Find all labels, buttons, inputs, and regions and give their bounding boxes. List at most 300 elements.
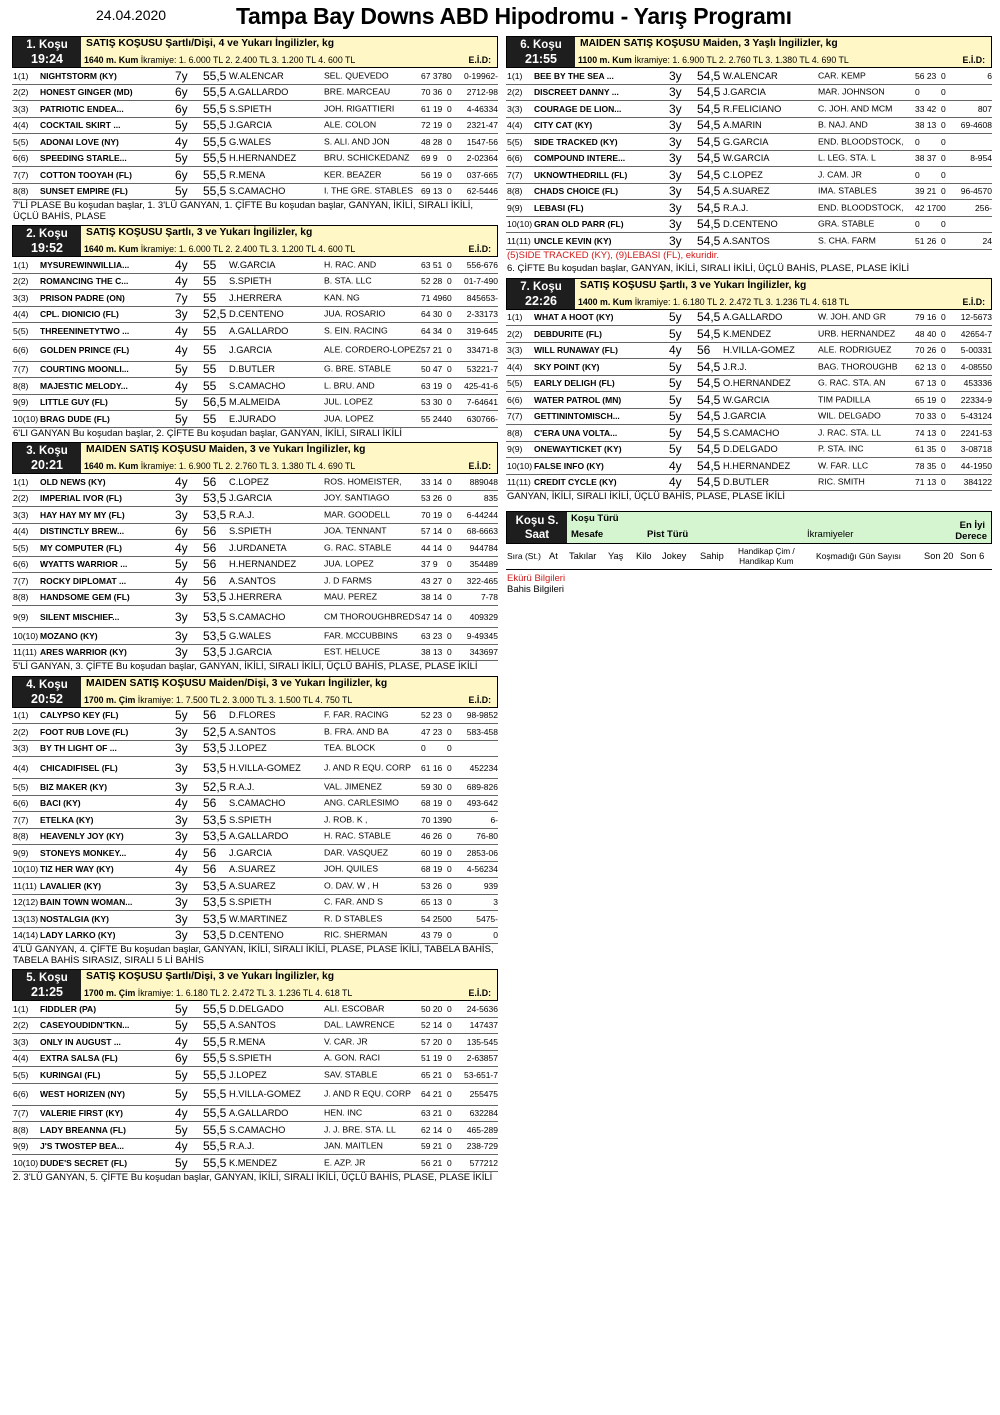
- owner: HEN. INC: [324, 1108, 363, 1118]
- jockey: A.GALLARDO: [229, 87, 289, 98]
- race-conditions: Maiden/Dişi, 3 ve Yukarı İngilizler, kg: [208, 677, 388, 689]
- horse-number: 7(7): [507, 169, 523, 180]
- horse-age: 3y: [669, 68, 682, 83]
- jockey: R.MENA: [229, 169, 266, 180]
- horse-name: LITTLE GUY (FL): [40, 397, 108, 408]
- handicap: 63 23: [421, 630, 443, 641]
- race-distance: 1640 m. Kum: [84, 244, 139, 254]
- horse-age: 4y: [175, 378, 188, 393]
- horse-name: PRISON PADRE (ON): [40, 292, 125, 303]
- legend-columns: [506, 544, 992, 570]
- horse-weight: 54,5: [697, 134, 721, 149]
- horse-age: 4y: [175, 474, 188, 489]
- jockey: A.GALLARDO: [229, 325, 289, 336]
- horse-weight: 53,5: [203, 609, 227, 624]
- jockey: J.GARCIA: [229, 647, 272, 658]
- horse-name: WYATTS WARRIOR ...: [40, 559, 128, 570]
- horse-age: 4y: [669, 458, 682, 473]
- owner: SEL. QUEVEDO: [324, 71, 389, 80]
- horse-weight: 56: [203, 862, 217, 877]
- handicap: 65 19: [915, 394, 937, 405]
- race-bet-note: 6'LI GANYAN Bu koşudan başlar, 2. ÇİFTE Bu koşudan başlar, GANYAN, İKİLİ, SIRALI İKİLİ: [13, 427, 403, 439]
- left-column: [12, 36, 498, 1186]
- horse-name: ARES WARRIOR (KY): [40, 647, 127, 658]
- race-details: [84, 461, 355, 471]
- race-type: SATIŞ KOŞUSU: [86, 971, 163, 982]
- horse-age: 4y: [175, 343, 188, 357]
- days-since: 0: [447, 847, 452, 858]
- days-since: 0: [941, 477, 946, 488]
- handicap: 0: [915, 169, 920, 180]
- days-since: 0: [447, 798, 452, 809]
- horse-weight: 54,5: [697, 101, 721, 116]
- horse-number: 10(10): [13, 1157, 39, 1168]
- horse-weight: 54,5: [697, 475, 721, 490]
- horse-age: 3y: [175, 307, 188, 322]
- owner: DAR. VASQUEZ: [324, 848, 389, 857]
- horse-age: 3y: [669, 217, 682, 232]
- race-prize: İkramiye: 1. 6.180 TL 2. 2.472 TL 3. 1.236 TL 4. 618 TL: [137, 988, 353, 998]
- owner: JUA. LOPEZ: [324, 559, 374, 569]
- handicap: 56 21: [421, 1157, 443, 1168]
- horse-age: 5y: [669, 442, 682, 457]
- horse-weight: 53,5: [203, 741, 227, 756]
- race-ekuri-note: (5)SIDE TRACKED (KY), (9)LEBASI (FL), ekuridir.: [507, 249, 720, 261]
- form: 944784: [469, 542, 498, 553]
- horse-number: 1(1): [13, 70, 29, 81]
- owner: BRU. SCHICKEDANZ: [324, 153, 410, 163]
- owner: J. ROB. K ,: [324, 815, 368, 824]
- horse-weight: 54,5: [697, 118, 721, 133]
- race-type: MAIDEN SATIŞ KOŞUSU: [86, 444, 206, 455]
- horse-name: BRAG DUDE (FL): [40, 413, 110, 424]
- horse-number: 10(10): [13, 864, 39, 875]
- race-header: [506, 278, 992, 310]
- jockey: S.SPIETH: [229, 897, 272, 908]
- race-info: [81, 677, 497, 707]
- horse-number: 8(8): [507, 427, 523, 438]
- horse-number: 6(6): [13, 1089, 29, 1099]
- horse-weight: 56: [203, 474, 217, 489]
- horse-age: 4y: [175, 274, 188, 289]
- race-time: 19:52: [31, 241, 63, 255]
- form: 53221-7: [466, 364, 498, 375]
- horse-number: 1(1): [13, 259, 29, 270]
- horse-age: 5y: [175, 1122, 188, 1137]
- handicap: 63 51: [421, 259, 443, 270]
- horse-row: [12, 85, 498, 102]
- horse-age: 3y: [669, 118, 682, 133]
- owner: C. JOH. AND MCM: [818, 104, 893, 113]
- horse-name: TIZ HER WAY (KY): [40, 864, 114, 875]
- legend-ikramiyeler: İkramiyeler: [807, 528, 854, 540]
- jockey: A.SANTOS: [229, 1020, 276, 1031]
- race-eid: E.İ.D:: [962, 296, 985, 307]
- handicap: 53 26: [421, 493, 443, 504]
- horse-weight: 55,5: [203, 1139, 227, 1154]
- horse-row: [12, 590, 498, 607]
- form: 354489: [469, 559, 498, 570]
- horse-row: [12, 573, 498, 590]
- jockey: J.GARCIA: [229, 120, 272, 131]
- horse-weight: 54,5: [697, 200, 721, 215]
- form: 24: [982, 235, 992, 246]
- jockey: H.HERNANDEZ: [723, 460, 791, 471]
- race-number: 7. Koşu: [520, 280, 562, 293]
- days-since: 0: [447, 575, 452, 586]
- horse-age: 5y: [175, 184, 188, 199]
- days-since: 0: [447, 611, 452, 622]
- horse-name: BEE BY THE SEA ...: [534, 70, 614, 81]
- horse-row: [12, 606, 498, 628]
- owner: B. FRA. AND BA: [324, 727, 389, 736]
- owner: ROS. HOMEISTER,: [324, 477, 402, 486]
- horse-row: [506, 425, 992, 442]
- jockey: E.JURADO: [229, 413, 277, 424]
- horse-name: SKY POINT (KY): [534, 361, 600, 372]
- horse-name: IMPERIAL IVOR (FL): [40, 493, 123, 504]
- handicap: 52 28: [421, 276, 443, 287]
- legend-race-info: [567, 512, 991, 543]
- form: 5-43124: [960, 411, 992, 422]
- form: 4-46334: [466, 103, 498, 114]
- jockey: R.MENA: [229, 1036, 266, 1047]
- race-prize: İkramiye: 1. 7.500 TL 2. 3.000 TL 3. 1.500 TL 4. 750 TL: [137, 694, 353, 705]
- horse-row: [12, 928, 498, 945]
- form: 7-64641: [466, 397, 498, 408]
- horse-number: 4(4): [13, 762, 29, 773]
- horse-number: 7(7): [13, 169, 29, 180]
- horse-weight: 56,5: [203, 395, 227, 410]
- horse-name: HEAVENLY JOY (KY): [40, 831, 124, 842]
- form: 556-676: [466, 259, 498, 270]
- handicap: 38 14: [421, 592, 443, 603]
- days-since: 0: [447, 87, 452, 98]
- jockey: S.SPIETH: [229, 1053, 272, 1064]
- horse-row: [506, 118, 992, 135]
- owner: ALE. COLON: [324, 120, 377, 130]
- jockey: D.CENTENO: [723, 219, 778, 230]
- horse-age: 3y: [669, 184, 682, 199]
- horse-age: 6y: [175, 1051, 188, 1066]
- horse-name: STONEYS MONKEY...: [40, 847, 127, 858]
- handicap: 48 40: [915, 328, 937, 339]
- page-title: Tampa Bay Downs ABD Hipodromu - Yarış Programı: [236, 3, 792, 29]
- form: 96-4570: [960, 186, 992, 197]
- form: 12-5673: [960, 312, 992, 323]
- horse-name: MY COMPUTER (FL): [40, 542, 123, 553]
- days-since: 0: [447, 1020, 452, 1031]
- owner: ANG. CARLESIMO: [324, 798, 399, 808]
- form: 845653-: [466, 292, 498, 303]
- owner: V. CAR. JR: [324, 1037, 368, 1046]
- form: 76-80: [476, 831, 498, 842]
- race-title: [86, 444, 365, 455]
- horse-age: 6y: [175, 524, 188, 539]
- legend-jokey: Jokey: [662, 551, 687, 561]
- legend-race-box: [507, 512, 567, 543]
- race-number: 3. Koşu: [26, 445, 68, 457]
- jockey: W.GARCIA: [229, 259, 276, 270]
- horse-number: 5(5): [13, 781, 29, 792]
- horse-weight: 56: [203, 540, 217, 555]
- horse-age: 3y: [175, 928, 188, 943]
- jockey: K.MENDEZ: [229, 1157, 278, 1168]
- form: 322-465: [466, 575, 498, 586]
- days-since: 0: [941, 444, 946, 455]
- race-number: 1. Koşu: [26, 39, 68, 51]
- form: 62-5446: [466, 186, 498, 197]
- form: 24-5636: [466, 1003, 498, 1014]
- horse-row: [12, 118, 498, 135]
- form: 319-645: [466, 325, 498, 336]
- handicap: 56 19: [421, 169, 443, 180]
- horse-row: [12, 1122, 498, 1139]
- owner: TIM PADILLA: [818, 395, 871, 404]
- handicap: 0: [915, 87, 920, 98]
- race-type: SATIŞ KOŞUSU: [86, 38, 163, 49]
- horse-age: 3y: [669, 151, 682, 166]
- handicap: 53 30: [421, 397, 443, 408]
- race-eid: E.İ.D:: [468, 244, 491, 254]
- legend-header: [506, 512, 992, 544]
- legend-son20: Son 20: [924, 551, 954, 561]
- days-since: 0: [447, 397, 452, 408]
- horse-weight: 55,5: [203, 1122, 227, 1137]
- horse-number: 5(5): [507, 378, 523, 389]
- race-title: [580, 280, 806, 291]
- jockey: R.A.J.: [229, 1141, 255, 1152]
- jockey: D.DELGADO: [229, 1003, 284, 1014]
- horse-row: [506, 184, 992, 201]
- horse-weight: 55,5: [203, 1018, 227, 1033]
- owner: G. RAC. STABLE: [324, 543, 392, 552]
- horse-name: ROCKY DIPLOMAT ...: [40, 575, 127, 586]
- days-since: 0: [447, 103, 452, 114]
- owner: B. NAJ. AND: [818, 120, 868, 130]
- days-since: 0: [941, 202, 946, 213]
- horse-weight: 56: [203, 845, 217, 860]
- race-bet-note: GANYAN, İKİLİ, SIRALI İKİLİ, ÜÇLÜ BAHİS, PLASE, PLASE İKİLİ: [507, 491, 786, 502]
- horse-row: [12, 290, 498, 307]
- owner: S. CHA. FARM: [818, 236, 876, 245]
- horse-row: [506, 101, 992, 118]
- horse-age: 7y: [175, 290, 188, 305]
- horse-name: ROMANCING THE C...: [40, 276, 129, 287]
- legend-kosmadigi: Koşmadığı Gün Sayısı: [816, 551, 902, 561]
- horse-number: 1(1): [13, 1003, 29, 1014]
- horse-row: [12, 708, 498, 725]
- horse-row: [506, 310, 992, 327]
- horse-number: 9(9): [507, 444, 523, 455]
- horse-weight: 52,5: [203, 307, 227, 322]
- race-block: [12, 676, 498, 969]
- days-since: 0: [447, 710, 452, 721]
- owner: IMA. STABLES: [818, 186, 877, 196]
- horse-number: 11(11): [13, 647, 37, 658]
- race-number-box: [13, 443, 81, 473]
- owner: J. RAC. STA. LL: [818, 428, 882, 437]
- horse-number: 7(7): [13, 364, 29, 375]
- handicap: 64 21: [421, 1089, 443, 1099]
- horse-number: 12(12): [13, 897, 39, 908]
- owner: G. BRE. STABLE: [324, 364, 391, 374]
- race-type: MAIDEN SATIŞ KOŞUSU: [580, 38, 700, 49]
- handicap: 70 26: [915, 345, 937, 356]
- horse-name: UNCLE KEVIN (KY): [534, 235, 612, 246]
- horse-age: 5y: [669, 376, 682, 391]
- legend-ekuri: Ekürü Bilgileri: [507, 572, 566, 584]
- owner: CM THOROUGHBREDS: [324, 611, 421, 621]
- owner: JOY. SANTIAGO: [324, 493, 390, 503]
- handicap: 46 26: [421, 831, 443, 842]
- owner: JOA. TENNANT: [324, 526, 387, 536]
- jockey: C.LOPEZ: [723, 169, 763, 180]
- days-since: 0: [447, 781, 452, 792]
- owner: I. THE GRE. STABLES: [324, 186, 413, 196]
- form: 6: [987, 70, 992, 81]
- owner: ALE. RODRIGUEZ: [818, 345, 892, 355]
- horse-number: 5(5): [13, 136, 29, 147]
- horse-name: FIDDLER (PA): [40, 1003, 97, 1014]
- horse-age: 4y: [175, 1139, 188, 1154]
- handicap: 70 33: [915, 411, 937, 422]
- horse-weight: 53,5: [203, 928, 227, 943]
- race-eid: E.İ.D:: [468, 55, 491, 65]
- days-since: 0: [447, 186, 452, 197]
- form: 2-02364: [466, 153, 498, 164]
- horse-row: [12, 507, 498, 524]
- horse-name: COURTING MOONLI...: [40, 364, 129, 375]
- horse-row: [12, 829, 498, 846]
- horse-name: HONEST GINGER (MD): [40, 87, 133, 98]
- handicap: 50 20: [421, 1003, 443, 1014]
- horse-age: 5y: [175, 151, 188, 166]
- horse-number: 10(10): [507, 219, 533, 230]
- horse-age: 4y: [175, 540, 188, 555]
- horse-row: [506, 217, 992, 234]
- horse-age: 3y: [175, 491, 188, 506]
- handicap: 38 13: [915, 120, 937, 131]
- owner: J. AND R EQU. CORP: [324, 1089, 411, 1099]
- legend-takilar: Takılar: [569, 551, 597, 561]
- form: 5-00331: [960, 345, 992, 356]
- horse-name: DISTINCTLY BREW...: [40, 526, 125, 537]
- form: 22334-9: [960, 394, 992, 405]
- horse-row: [506, 167, 992, 184]
- horse-number: 8(8): [13, 1124, 29, 1135]
- jockey: A.SANTOS: [723, 235, 770, 246]
- days-since: 0: [941, 70, 946, 81]
- handicap: 67 378: [421, 70, 447, 81]
- horse-number: 1(1): [13, 710, 29, 721]
- jockey: A.MARIN: [723, 120, 762, 131]
- legend-en-iyi: En İyi: [959, 519, 985, 531]
- legend-kosu-s: Koşu S.: [515, 514, 559, 527]
- horse-weight: 54,5: [697, 167, 721, 182]
- race-header: [506, 36, 992, 68]
- horse-number: 6(6): [507, 153, 523, 164]
- horse-name: GETTININTOMISCH...: [534, 411, 620, 422]
- horse-row: [12, 895, 498, 912]
- jockey: D.BUTLER: [723, 477, 769, 488]
- jockey: W.MARTINEZ: [229, 913, 288, 924]
- owner: CAR. KEMP: [818, 71, 866, 80]
- horse-row: [12, 151, 498, 168]
- race-number-box: [507, 37, 575, 67]
- jockey: J.GARCIA: [229, 847, 272, 858]
- race-time: 22:26: [525, 293, 557, 308]
- owner: P. STA. INC: [818, 444, 864, 454]
- horse-age: 5y: [175, 557, 188, 572]
- days-since: 0: [447, 913, 452, 924]
- horse-name: MOZANO (KY): [40, 630, 98, 641]
- horse-age: 3y: [175, 724, 188, 739]
- handicap: 33 42: [915, 103, 937, 114]
- legend-sira: Sıra (St.): [507, 551, 542, 561]
- owner: GRA. STABLE: [818, 219, 875, 229]
- handicap: 69 9: [421, 153, 438, 164]
- jockey: W.GARCIA: [723, 394, 770, 405]
- form: 425-41-6: [463, 380, 498, 391]
- horse-number: 2(2): [13, 726, 29, 737]
- race-distance: 1400 m. Kum: [578, 296, 633, 307]
- horse-row: [506, 68, 992, 85]
- horse-name: OLD NEWS (KY): [40, 476, 106, 487]
- race-bet-note: 6. ÇİFTE Bu koşudan başlar, GANYAN, İKİLİ, SIRALI İKİLİ, ÜÇLÜ BAHİS, PLASE, PLASE İKİLİ: [507, 263, 910, 274]
- jockey: H.VILLA-GOMEZ: [723, 345, 795, 356]
- horse-row: [12, 741, 498, 758]
- horse-row: [506, 134, 992, 151]
- days-since: 0: [941, 235, 946, 246]
- days-since: 0: [447, 743, 452, 754]
- race-details: [578, 297, 849, 307]
- jockey: K.MENDEZ: [723, 328, 772, 339]
- horse-number: 2(2): [13, 276, 29, 287]
- race-eid: E.İ.D:: [962, 55, 985, 65]
- horse-weight: 53,5: [203, 878, 227, 893]
- horse-row: [12, 411, 498, 428]
- horse-age: 4y: [175, 1106, 188, 1121]
- horse-row: [12, 878, 498, 895]
- form: 135-545: [466, 1036, 498, 1047]
- handicap: 70 36: [421, 87, 443, 98]
- days-since: 0: [941, 120, 946, 131]
- handicap: 68 19: [421, 798, 443, 809]
- handicap: 59 30: [421, 781, 443, 792]
- handicap: 61 16: [421, 762, 443, 773]
- horse-age: 5y: [175, 1018, 188, 1033]
- horse-age: 5y: [175, 708, 188, 723]
- handicap: 74 13: [915, 427, 937, 438]
- horse-number: 9(9): [507, 202, 523, 213]
- handicap: 44 14: [421, 542, 443, 553]
- days-since: 0: [447, 542, 452, 553]
- form: 939: [483, 880, 498, 891]
- horse-weight: 55,5: [203, 85, 227, 100]
- race-info: [575, 279, 991, 309]
- form: 409329: [469, 611, 498, 622]
- horse-number: 11(11): [13, 880, 37, 891]
- jockey: W.ALENCAR: [723, 70, 778, 81]
- owner: L. LEG. STA. L: [818, 153, 876, 163]
- horse-age: 5y: [669, 359, 682, 374]
- horse-row: [12, 323, 498, 340]
- form: 2-33173: [466, 309, 498, 320]
- owner: JUA. LOPEZ: [324, 414, 374, 423]
- horse-weight: 54,5: [697, 392, 721, 407]
- days-since: 0: [941, 394, 946, 405]
